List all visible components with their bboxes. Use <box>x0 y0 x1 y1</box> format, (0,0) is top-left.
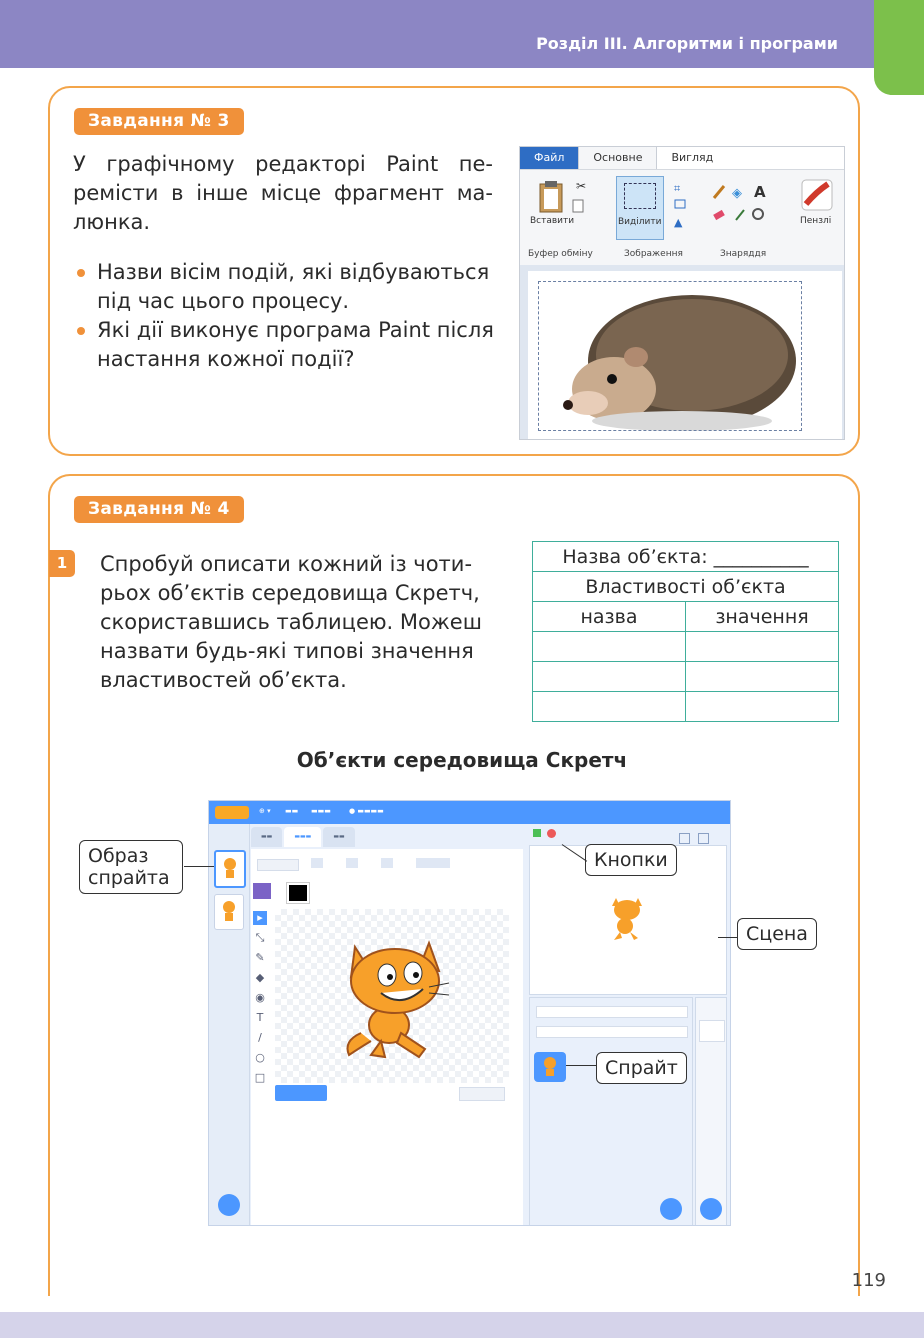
group-clipboard: Буфер обміну <box>528 249 593 259</box>
fill-color-swatch[interactable] <box>253 883 271 899</box>
paint-canvas[interactable] <box>528 271 842 439</box>
scratch-tabs <box>251 827 357 847</box>
task3-badge: Завдання № 3 <box>74 108 244 135</box>
stage-pane <box>695 997 727 1226</box>
task3-bullet: Назви вісім подій, які відбуваються під час цього процесу. <box>73 258 503 316</box>
stage-size-icons[interactable] <box>679 829 721 839</box>
group-image: Зображення <box>624 249 683 259</box>
tab-code-icon[interactable]: ▬▬ <box>251 827 282 847</box>
menu-file-icon[interactable]: ▬▬ <box>285 807 299 815</box>
tab-costumes-icon[interactable]: ▬▬▬ <box>284 827 321 847</box>
item-number: 1 <box>49 550 75 577</box>
task4-badge: Завдання № 4 <box>74 496 244 523</box>
paint-tab-view[interactable]: Вигляд <box>671 151 714 164</box>
editor-toolbar <box>311 853 511 863</box>
svg-text:✂: ✂ <box>576 179 587 193</box>
select-button-label: Виділити <box>618 217 662 227</box>
choose-backdrop-button[interactable] <box>700 1198 722 1220</box>
fill-tool-icon[interactable]: ◉ <box>255 991 265 1004</box>
paint-ribbon <box>520 170 844 265</box>
column-value: значення <box>686 602 839 632</box>
tools-icons <box>710 180 780 230</box>
scratch-logo[interactable] <box>215 806 249 819</box>
callout-sprite-line <box>566 1065 596 1066</box>
eraser-tool-icon[interactable]: ◆ <box>255 971 265 984</box>
scratch-cat-image <box>341 937 451 1061</box>
brushes-icon <box>798 176 838 216</box>
paint-ribbon-tabs <box>520 147 844 170</box>
group-icon[interactable] <box>346 858 358 868</box>
green-flag-icon[interactable] <box>533 829 541 837</box>
table-row <box>533 662 839 692</box>
svg-text:A: A <box>754 183 766 201</box>
convert-to-bitmap-button[interactable] <box>275 1085 327 1101</box>
stage-cat-sprite[interactable] <box>608 896 646 940</box>
more-dropdown[interactable] <box>416 858 450 868</box>
globe-icon[interactable]: ⊕ ▾ <box>259 807 271 815</box>
paint-window <box>519 146 845 440</box>
sprite-thumb[interactable] <box>534 1052 566 1082</box>
task3-bullets <box>73 258 503 374</box>
tab-sounds-icon[interactable]: ▬▬ <box>323 827 354 847</box>
callout-stage: Сцена <box>737 918 817 950</box>
select-button[interactable] <box>616 176 664 240</box>
choose-costume-button[interactable] <box>218 1194 240 1216</box>
line-tool-icon[interactable]: / <box>258 1031 262 1044</box>
paint-tab-file[interactable]: Файл <box>520 147 578 169</box>
footer-bar <box>0 1312 924 1338</box>
costume-name-field[interactable] <box>257 859 299 871</box>
forward-icon[interactable] <box>381 858 393 868</box>
backdrop-thumb[interactable] <box>699 1020 725 1042</box>
properties-table <box>532 541 839 722</box>
section-title: Розділ ІІІ. Алгоритми і програми <box>536 34 838 53</box>
column-name: назва <box>533 602 686 632</box>
stop-icon[interactable] <box>547 829 556 838</box>
paint-tab-home[interactable]: Основне <box>578 146 657 169</box>
brushes-button[interactable]: Пензлі <box>800 216 832 226</box>
outline-color-swatch[interactable] <box>287 883 309 903</box>
brush-tool-icon[interactable]: ✎ <box>255 951 265 964</box>
callout-costume: Образ спрайта <box>79 840 183 894</box>
menu-edit-icon[interactable]: ▬▬▬ <box>311 807 331 815</box>
undo-icon[interactable] <box>311 858 323 868</box>
zoom-controls[interactable] <box>459 1087 505 1101</box>
rectangle-tool-icon[interactable]: □ <box>254 1071 266 1084</box>
callout-stage-line <box>718 937 737 938</box>
selection-rectangle[interactable] <box>538 281 802 431</box>
group-tools: Знаряддя <box>720 249 767 259</box>
task4-text: Спробуй описати кожний із чотирьох об’єктів середовища Скретч, скориставшись таблицею. Можеш назвати будь-які типові значення властивостей об’єкта. <box>100 552 482 692</box>
page-number: 119 <box>851 1270 886 1291</box>
selection-icon <box>624 183 656 209</box>
cat-icon <box>215 895 243 929</box>
scratch-menubar <box>209 801 730 824</box>
image-tools-icon <box>670 178 700 234</box>
callout-costume-line <box>184 866 214 867</box>
svg-text:⌗: ⌗ <box>674 182 681 195</box>
svg-text:▲: ▲ <box>674 216 683 229</box>
paint-canvas-area <box>520 265 844 439</box>
header-tab-accent <box>874 0 924 95</box>
table-object-name: Назва об’єкта: __________ <box>533 542 839 572</box>
table-row <box>533 632 839 662</box>
select-tool-icon[interactable]: ▸ <box>253 911 267 925</box>
reshape-tool-icon[interactable]: ⤡ <box>255 931 265 944</box>
menu-tutorials-icon[interactable]: ● ▬▬▬▬ <box>349 807 384 815</box>
sprite-pane <box>529 997 693 1226</box>
circle-tool-icon[interactable]: ○ <box>255 1051 265 1064</box>
cat-icon <box>534 1052 566 1082</box>
figure-title: Об’єкти середовища Скретч <box>296 748 628 772</box>
task3-bullet: Які дії виконує програма Paint після настання кожної події? <box>73 316 503 374</box>
choose-sprite-button[interactable] <box>660 1198 682 1220</box>
sprite-props-row[interactable] <box>536 1026 688 1038</box>
sprite-name-row[interactable] <box>536 1006 688 1018</box>
cat-icon <box>216 852 244 886</box>
callout-buttons: Кнопки <box>585 844 677 876</box>
costume-list <box>209 824 250 1225</box>
table-row <box>533 692 839 722</box>
svg-text:◈: ◈ <box>732 186 742 201</box>
paste-button[interactable]: Вставити <box>530 216 575 226</box>
costume-thumb-1[interactable] <box>214 850 246 888</box>
costume-thumb-2[interactable] <box>214 894 244 930</box>
callout-sprite: Спрайт <box>596 1052 687 1084</box>
table-properties-heading: Властивості об’єкта <box>533 572 839 602</box>
costume-canvas[interactable] <box>275 909 509 1083</box>
task3-text: У графічному редакторі Paint перемісти в інше місце фрагмент малюнка. <box>73 152 493 234</box>
text-tool-icon[interactable]: T <box>256 1011 264 1024</box>
